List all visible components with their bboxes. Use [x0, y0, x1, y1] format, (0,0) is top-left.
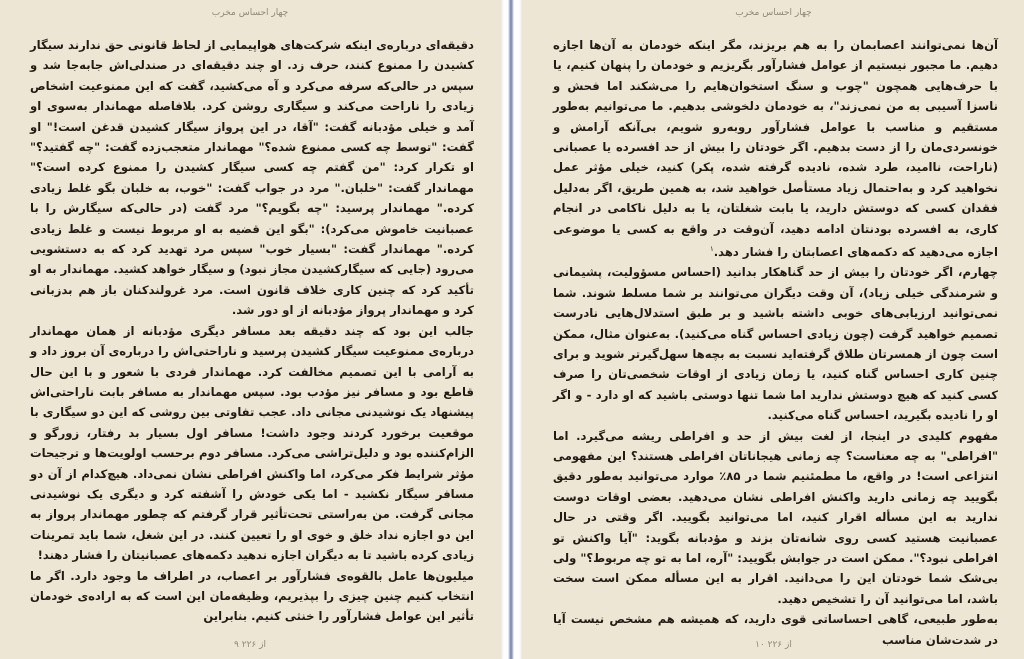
- paragraph: دقیقه‌ای درباره‌ی اینکه شرکت‌های هواپیمایی از لحاظ قانونی حق ندارند سیگار کشیدن را ممنوع کنند، حرف زد. او چند دقیقه‌ای در صندلی‌اش جابه‌جا شد و سپس در حالی‌که سرفه می‌کرد و آه می‌کشید، گفت که این ممنوعیت اشخاص زیادی را ناراحت می‌کند و سیگاری روشن کرد. بلافاصله مهماندار به‌سوی او آمد و خیلی مؤدبانه گفت: "آقا، در این پرواز سیگار کشیدن قدغن است!" او گفت: "توسط چه کسی ممنوع شده؟" مهماندار متعجب‌زده گفت: "چه گفتید؟" او تکرار کرد: "من گفتم چه کسی سیگار کشیدن را ممنوع کرده است؟" مهماندار گفت: "خلبان." مرد در جواب گفت: "خوب، به خلبان بگو غلط زیادی کرده." مهماندار پرسید: "چه بگویم؟" مرد گفت (در حالی‌که سیگارش را با عصبانیت خاموش می‌کرد): "بگو این قضیه به او مربوط نیست و غلط زیادی کرده." مهماندار گفت: "بسیار خوب" سپس مرد تهدید کرد که به دستشویی می‌رود (جایی که سیگارکشیدن مجاز نبود) و سیگار خواهد کشید. مهماندار به او تأکید کرد که چنین کاری خلاف قانون است. مرد غرولندکنان باز هم بدزبانی کرد و مهماندار پرواز مؤدبانه از او دور شد.: [29, 38, 474, 318]
- paragraph: [553, 35, 998, 262]
- paragraph-text: آن‌ها نمی‌توانند اعصابمان را به هم بریزند، مگر اینکه خودمان به آن‌ها اجازه دهیم. ما مجبور نیستیم از عوامل فشارآور بگریزیم و خودمان را پنهان کنیم، یا با حرف‌هایی همچون "چوب و سنگ استخوان‌هایم را می‌شکند اما فحش و ناسزا آسیبی به من نمی‌زند"، به خودمان دلخوشی بدهیم. ما می‌توانیم به‌طور مستقیم و مناسب با عوامل فشارآور روبه‌رو شویم، بی‌آنکه آرامش و خونسردی‌مان را از دست بدهیم. اگر خودتان را بیش از حد افسرده یا عصبانی (ناراحت، ناامید، طرد شده، نادیده گرفته شده، پکر) کنید، خیلی مؤثر عمل نخواهید کرد و به‌احتمال زیاد مستأصل خواهید شد، به همین طریق، اگر به‌دلیل فقدان کسی که دوستش دارید، یا بابت شغلتان، یا به دلیل ناکامی در انجام کاری، به افسرده بودنتان ادامه دهید، آن‌وقت در واقع به کسی یا موضوعی اجازه می‌دهید که دکمه‌های اعصابتان را فشار دهد.: [553, 38, 998, 259]
- right-page-body: [553, 35, 998, 650]
- paragraph: میلیون‌ها عامل بالقوه‌ی فشارآور بر اعصاب، در اطراف ما وجود دارد. اگر ما انتخاب کنیم چنین چیزی را بپذیریم، وظیفه‌مان این است که به اراده‌ی خودمان تأثیر این عوامل فشارآور را خنثی کنیم. بنابراین: [30, 568, 474, 624]
- page-divider: [500, 0, 523, 659]
- paragraph: چهارم، اگر خودتان را بیش از حد گناهکار بدانید (احساس مسؤولیت، پشیمانی و شرمندگی خیلی زیاد)، آن وقت دیگران می‌توانند بر شما مسلط شوند. شما نمی‌توانید ارزیابی‌های خوبی داشته باشید و بر طبق استدلال‌هایی نادرست تصمیم خواهید گرفت (چون زیادی احساس گناه می‌کنید). به‌عنوان مثال، ممکن است چون از همسرتان طلاق گرفته‌اید نسبت به بچه‌ها سهل‌گیرتر شوید و برای چنین کاری احساس گناه کنید، یا زمان زیادی از اوقات شخصی‌تان را صرف کسی کنید که هیچ دوستش ندارید اما شما تنها دوستی باشید که او دارد - و اگر او را نادیده بگیرید، احساس گناه می‌کنید.: [553, 265, 998, 423]
- page-number-right: ۱۰ از ۲۲۶: [755, 640, 792, 650]
- footnote-marker[interactable]: ۱: [710, 245, 714, 254]
- paragraph: مفهوم کلیدی در اینجا، از لغت بیش از حد و افراطی ریشه می‌گیرد. اما "افراطی" به چه معناست؟ چه زمانی هیجاناتان افراطی هستند؟ این مفهومی انتزاعی است! در واقع، ما مطمئنیم شما در ۸۵٪ موارد می‌توانید به‌طور دقیق بگویید چه زمانی دارید واکنش افراطی نشان می‌دهید. بعضی اوقات دوست ندارید به این مسأله اقرار کنید، اما می‌توانید بگویید. اگر وقتی در حال عصبانیت هستید کسی روی شانه‌تان بزند و مؤدبانه بگوید: "آیا واکنش تو افراطی نبود؟". ممکن است در جوابش بگویید: "آره، اما به تو چه مربوط؟" ولی بی‌شک شما خودتان این را می‌دانید. اقرار به این مسأله ممکن است سخت باشد، اما می‌توانید آن را تشخیص دهید.: [553, 428, 998, 606]
- left-page: [0, 0, 500, 659]
- left-page-body: [30, 35, 474, 627]
- paragraph: جالب این بود که چند دقیقه بعد مسافر دیگری مؤدبانه از همان مهماندار درباره‌ی ممنوعیت سیگار کشیدن پرسید و ناراحتی‌اش را درباره‌ی آن بروز داد و به آرامی با این تصمیم مخالفت کرد. مهماندار فردی با شعور و با این حال قاطع بود و مسافر نیز مؤدب بود. سپس مهماندار به مسافر بابت ناراحتی‌اش پیشنهاد یک نوشیدنی مجانی داد. عجب تفاوتی بین روشی که این دو سیگاری با موقعیت برخورد کردند وجود داشت! مسافر اول بسیار بد رفتار، زورگو و الزام‌کننده بود و دلیل‌تراشی می‌کرد. مسافر دوم برحسب اولویت‌ها و ترجیحات مؤثر شرایط فکر می‌کرد، اما واکنش افراطی نشان نمی‌داد. هیچ‌کدام از آن دو مسافر سیگار نکشید - اما یکی خودش را آشفته کرد و دیگری یک نوشیدنی مجانی گرفت. من به‌راستی تحت‌تأثیر قرار گرفتم که چطور مهماندار پرواز به این دو اجازه نداد خلق و خوی او را تعیین کنند. در این شغل، شما باید تمرینات زیادی کرده باشید تا به دیگران اجازه ندهید دکمه‌های عصبانیتان را فشار دهند!: [30, 323, 474, 563]
- paragraph: به‌طور طبیعی، گاهی احساساتی قوی دارید، که همیشه هم مشخص نیست آیا در شدت‌شان مناسب: [553, 612, 998, 647]
- right-page: [523, 0, 1024, 659]
- running-head-right: چهار احساس مخرب: [735, 8, 812, 18]
- page-number-left: ۹ از ۲۲۶: [234, 640, 266, 650]
- running-head-left: چهار احساس مخرب: [211, 8, 289, 18]
